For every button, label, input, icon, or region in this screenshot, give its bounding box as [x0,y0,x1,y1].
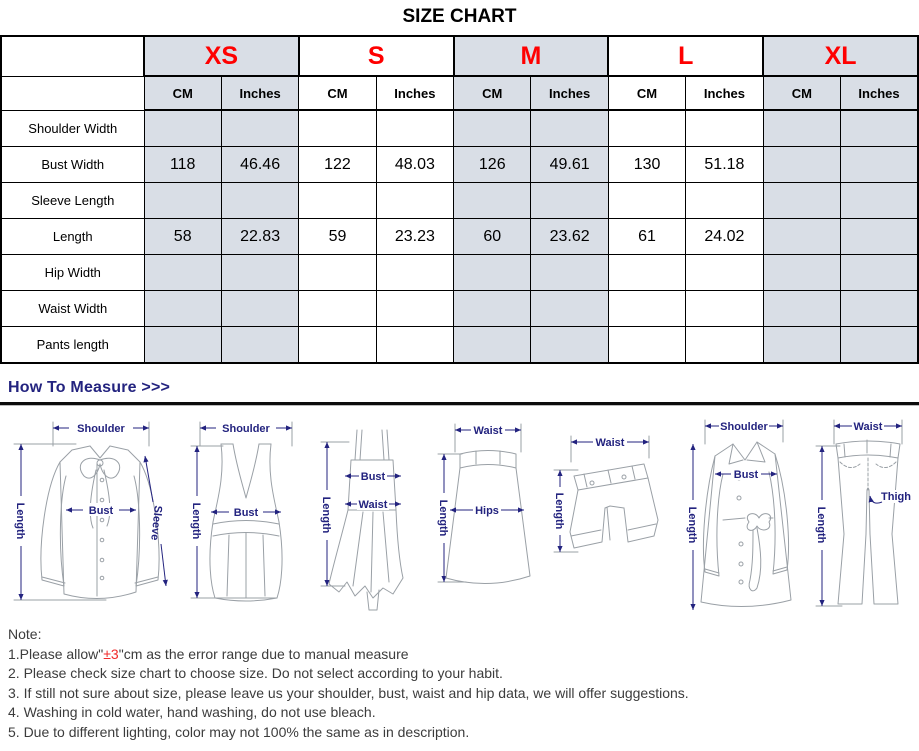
value-cell: 58 [144,219,221,255]
how-to-measure-label: How To Measure [8,379,137,396]
value-cell [531,327,608,364]
value-cell [608,291,685,327]
value-cell [454,183,531,219]
dress-diagram [315,414,425,614]
corner-cell [1,76,144,110]
unit-header: Inches [531,76,608,110]
value-cell [144,327,221,364]
table-row [1,183,918,219]
value-cell [376,327,453,364]
value-cell [686,291,763,327]
coat-bust-label: Bust [733,469,759,481]
value-cell [763,110,840,147]
value-cell [221,291,298,327]
value-cell [841,183,918,219]
note-line-3: 3. If still not sure about size, please leave us your shoulder, bust, waist and hip data, we will offer suggestions. [8,684,689,701]
value-cell [686,183,763,219]
coat-diagram [671,414,801,614]
table-row [1,110,918,147]
size-header-row [1,36,918,76]
value-cell [841,219,918,255]
blouse-diagram [6,414,176,614]
value-cell [841,327,918,364]
row-label: Hip Width [1,255,144,291]
table-row [1,147,918,183]
tank-length-label: Length [190,502,202,540]
value-cell: 49.61 [531,147,608,183]
table-row [1,327,918,364]
unit-header: CM [608,76,685,110]
unit-header: Inches [841,76,918,110]
value-cell [763,183,840,219]
triple-chevron-icon: >>> [141,379,171,396]
value-cell [144,291,221,327]
value-cell [841,255,918,291]
pants-thigh-label: Thigh [881,491,911,503]
tank-bust-label: Bust [233,507,259,519]
value-cell: 23.62 [531,219,608,255]
value-cell [454,327,531,364]
value-cell [841,291,918,327]
value-cell [686,327,763,364]
value-cell: 59 [299,219,376,255]
value-cell [144,255,221,291]
value-cell [454,291,531,327]
note1-tolerance: ±3 [103,645,119,662]
dress-length-label: Length [320,496,332,534]
value-cell [531,255,608,291]
size-header-l: L [608,36,763,76]
value-cell [608,255,685,291]
value-cell [531,291,608,327]
blouse-length-label: Length [14,502,26,540]
row-label: Shoulder Width [1,110,144,147]
note-line-4: 4. Washing in cold water, hand washing, do not use bleach. [8,704,376,720]
note-line-2: 2. Please check size chart to choose size. Do not select according to your habit. [8,665,503,681]
table-row [1,255,918,291]
blouse-sleeve-label: Sleeve [148,504,164,541]
value-cell: 122 [299,147,376,183]
value-cell [144,110,221,147]
value-cell [376,291,453,327]
note1-pre: 1.Please allow" [8,645,104,662]
skirt-waist-label: Waist [473,425,503,437]
note-line-1 [8,645,911,665]
value-cell: 126 [454,147,531,183]
value-cell [763,147,840,183]
blouse-shoulder-label: Shoulder [77,423,125,435]
pants-diagram [808,414,913,614]
value-cell [608,110,685,147]
pants-length-label: Length [815,506,827,544]
value-cell [531,183,608,219]
unit-header: CM [454,76,531,110]
value-cell: 24.02 [686,219,763,255]
value-cell [686,255,763,291]
value-cell: 60 [454,219,531,255]
value-cell: 46.46 [221,147,298,183]
page-title: SIZE CHART [402,6,517,27]
measurement-diagrams [0,406,919,619]
value-cell [686,110,763,147]
value-cell [376,183,453,219]
dress-waist-label: Waist [358,499,388,511]
row-label: Sleeve Length [1,183,144,219]
value-cell: 118 [144,147,221,183]
corner-cell [1,36,144,76]
value-cell [454,255,531,291]
unit-header: CM [763,76,840,110]
value-cell [376,255,453,291]
value-cell [608,183,685,219]
value-cell [763,219,840,255]
row-label: Pants length [1,327,144,364]
note-line-5: 5. Due to different lighting, color may not 100% the same as in description. [8,723,470,740]
value-cell [299,327,376,364]
value-cell: 51.18 [686,147,763,183]
value-cell [299,255,376,291]
tank-shoulder-label: Shoulder [222,423,270,435]
dress-bust-label: Bust [360,471,386,483]
value-cell [221,255,298,291]
tank-top-diagram [183,414,308,614]
value-cell [299,110,376,147]
shorts-diagram [544,414,664,614]
value-cell [221,183,298,219]
row-label: Length [1,219,144,255]
notes-section [0,619,919,742]
shorts-waist-label: Waist [595,437,625,449]
notes-heading: Note: [8,626,42,642]
unit-header: CM [299,76,376,110]
unit-header: Inches [376,76,453,110]
value-cell: 23.23 [376,219,453,255]
table-row [1,219,918,255]
coat-shoulder-label: Shoulder [720,421,768,433]
shorts-length-label: Length [553,492,565,530]
skirt-length-label: Length [437,499,449,537]
value-cell [841,110,918,147]
size-header-s: S [299,36,454,76]
pants-waist-label: Waist [853,421,883,433]
value-cell: 22.83 [221,219,298,255]
value-cell: 130 [608,147,685,183]
coat-length-label: Length [686,506,698,544]
size-table-body [1,110,918,363]
value-cell [763,255,840,291]
value-cell [376,110,453,147]
value-cell [608,327,685,364]
value-cell: 61 [608,219,685,255]
value-cell [221,327,298,364]
value-cell [299,291,376,327]
unit-header: Inches [686,76,763,110]
value-cell [763,327,840,364]
blouse-bust-label: Bust [88,505,114,517]
table-row [1,291,918,327]
value-cell: 48.03 [376,147,453,183]
unit-header: CM [144,76,221,110]
note1-post: "cm as the error range due to manual measure [118,645,409,662]
size-header-xl: XL [763,36,918,76]
value-cell [144,183,221,219]
value-cell [299,183,376,219]
size-header-m: M [454,36,609,76]
how-to-measure-heading [0,364,919,402]
value-cell [531,110,608,147]
skirt-diagram [432,414,537,614]
unit-header: Inches [221,76,298,110]
value-cell [841,147,918,183]
value-cell [763,291,840,327]
size-header-xs: XS [144,36,299,76]
size-chart-table [0,35,919,364]
row-label: Bust Width [1,147,144,183]
row-label: Waist Width [1,291,144,327]
value-cell [454,110,531,147]
unit-header-row [1,76,918,110]
skirt-hips-label: Hips [475,505,499,517]
value-cell [221,110,298,147]
